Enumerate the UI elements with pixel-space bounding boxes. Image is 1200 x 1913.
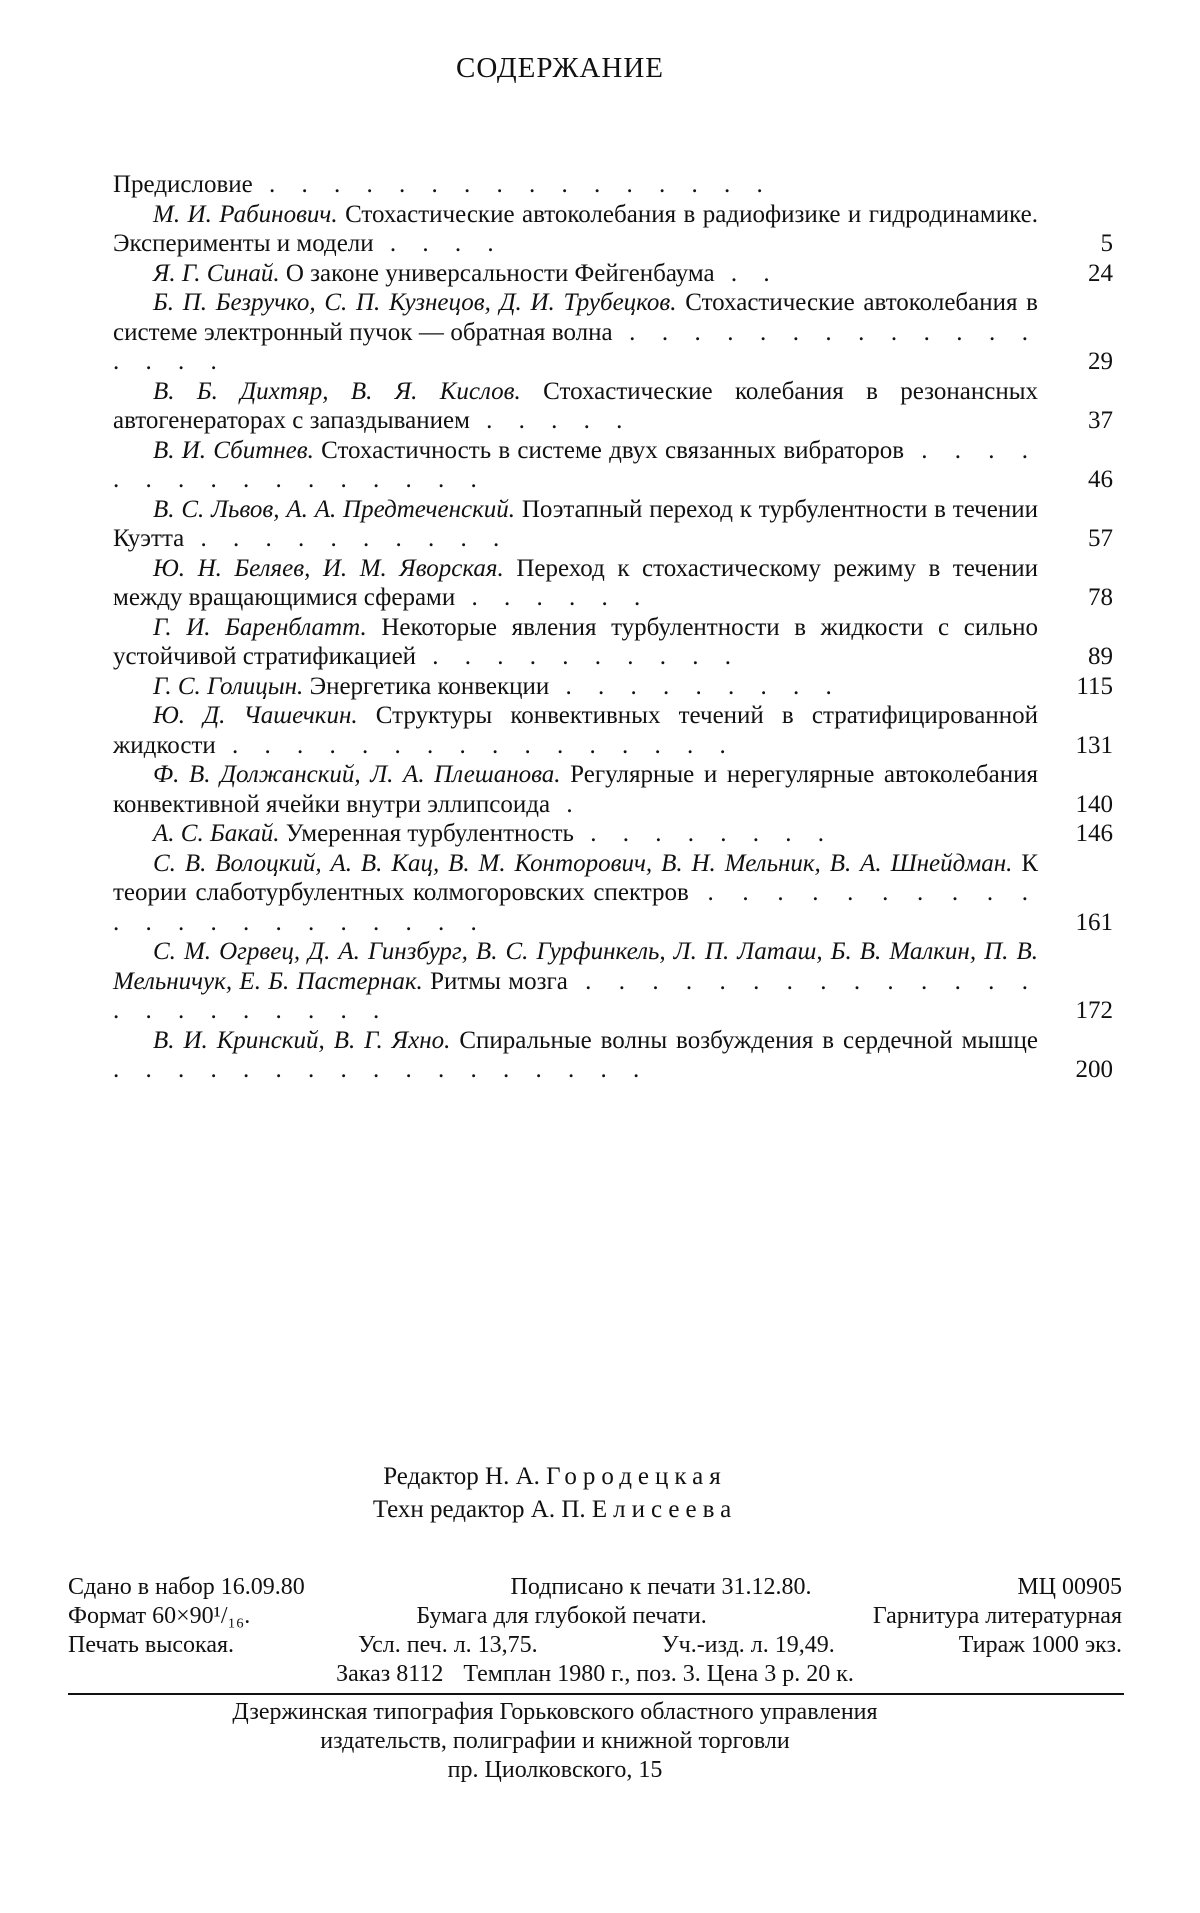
toc-entry-7 — [113, 554, 1113, 613]
toc-entry-11 — [113, 760, 1113, 819]
toc-page: 115 — [1076, 672, 1113, 700]
toc-title: Переход к стохастическому режиму в течении между вращающимися сферами — [113, 554, 1039, 611]
toc-leader: . . . . . . . . . . . . . . . . . — [113, 1056, 650, 1083]
printer-line-2: издательств, полиграфии и книжной торговли — [320, 1728, 790, 1754]
toc-entry-1 — [113, 200, 1113, 259]
editor-label: Редактор Н. А. — [383, 1463, 540, 1490]
imprint-cell: Бумага для глубокой печати. — [416, 1603, 707, 1629]
imprint-cell: Гарнитура литературная — [872, 1603, 1122, 1629]
toc-title: Поэтапный переход к турбулентности в течении Куэтта — [113, 495, 1038, 552]
toc-page: 146 — [1075, 820, 1113, 847]
toc-author: Б. П. Безручко, С. П. Кузнецов, Д. И. Трубецков. — [153, 289, 677, 316]
toc-title: Предисловие — [113, 171, 253, 198]
toc-page: 78 — [1088, 584, 1113, 611]
toc-author: С. В. Волоцкий, А. В. Кац, В. М. Конторович, В. Н. Мельник, В. А. Шнейдман. — [153, 849, 1013, 877]
toc-entry-8 — [113, 613, 1113, 672]
toc-page: 37 — [1088, 407, 1113, 434]
credits — [0, 1460, 1110, 1526]
toc-leader: . . . . . . . . . . — [184, 525, 510, 552]
editor-line — [0, 1460, 1110, 1493]
imprint-line-1 — [68, 1573, 1122, 1602]
toc-author: А. С. Бакай. — [153, 820, 280, 847]
toc-title: Спиральные волны возбуждения в сердечной мышце — [459, 1026, 1039, 1054]
toc-author: Г. И. Баренблатт. — [153, 613, 367, 641]
toc-author: В. И. Кринский, В. Г. Яхно. — [153, 1026, 451, 1054]
toc-leader: . . . . . — [469, 407, 633, 434]
imprint-line-3 — [68, 1631, 1122, 1660]
imprint-cell: Темплан 1980 г., поз. 3. Цена 3 р. 20 к. — [463, 1661, 854, 1687]
toc-title: Стохастичность в системе двух связанных вибраторов — [321, 436, 905, 464]
toc-author: В. Б. Дихтяр, В. Я. Кислов. — [153, 377, 521, 405]
toc-author: Ф. В. Должанский, Л. А. Плешанова. — [153, 761, 561, 788]
toc-entry-13 — [113, 849, 1113, 938]
toc-leader: . . . . . . — [455, 584, 651, 611]
toc-leader: . . . . . . . . . . — [416, 643, 742, 670]
imprint-cell: Заказ 8112 — [336, 1661, 444, 1687]
toc-page: 46 — [1088, 466, 1113, 493]
toc-leader: . . . . . . . . — [573, 820, 834, 847]
toc-page: 29 — [1088, 348, 1113, 375]
toc-leader: . . . . — [373, 230, 504, 257]
toc-entry-6 — [113, 495, 1113, 554]
toc-page: 172 — [1075, 997, 1113, 1024]
toc-entry-4 — [113, 377, 1113, 436]
imprint-cell: Подписано к печати 31.12.80. — [510, 1574, 812, 1600]
tech-editor-name: Елисеева — [591, 1496, 738, 1523]
toc-entry-0 — [113, 170, 1113, 200]
toc-entry-15 — [113, 1026, 1113, 1085]
toc-page: 131 — [1075, 731, 1113, 759]
toc-author: В. И. Сбитнев. — [153, 436, 314, 464]
toc-leader: . . . . . . . . . — [549, 672, 842, 700]
toc-author: Г. С. Голицын. — [153, 672, 304, 700]
tech-editor-line — [0, 1493, 1110, 1526]
toc-title: Стохастические автоколебания в системе электронный пучок — обратная волна — [113, 289, 1038, 346]
imprint-cell: Формат 60×90¹/₁₆. — [68, 1603, 251, 1629]
toc-title: К теории слаботурбулентных колмогоровских спектров — [113, 849, 1039, 906]
editor-name: Городецкая — [546, 1463, 727, 1490]
toc-leader: . . . . . . . . . . . . . . . . . — [113, 318, 1039, 375]
imprint-cell: Тираж 1000 экз. — [958, 1632, 1122, 1658]
toc-leader: . . — [714, 259, 780, 287]
printer-line-3: пр. Циолковского, 15 — [447, 1757, 663, 1783]
toc-page: 89 — [1088, 643, 1113, 670]
toc-author: Я. Г. Синай. — [153, 259, 280, 287]
toc-title: Стохастические колебания в резонансных автогенераторах с запаздыванием — [113, 377, 1038, 434]
imprint-line-2 — [68, 1602, 1122, 1631]
toc-author: М. И. Рабинович. — [153, 200, 338, 228]
imprint — [68, 1573, 1122, 1689]
toc-title: Некоторые явления турбулентности в жидкости с сильно устойчивой стратификацией — [113, 613, 1039, 670]
printer-info — [0, 1698, 1110, 1785]
printer-line-1: Дзержинская типография Горьковского областного управления — [232, 1699, 878, 1725]
toc-leader: . . . . . . . . . . . . . . . . — [252, 171, 773, 198]
imprint-cell: МЦ 00905 — [1017, 1574, 1122, 1600]
toc-page: 200 — [1075, 1056, 1113, 1083]
page-title: СОДЕРЖАНИЕ — [456, 52, 664, 84]
toc-title: О законе универсальности Фейгенбаума — [285, 259, 715, 287]
imprint-cell: Уч.-изд. л. 19,49. — [661, 1632, 835, 1658]
table-of-contents — [113, 170, 1113, 1085]
toc-page: 57 — [1088, 525, 1113, 552]
toc-leader: . . . . . . . . . . . . . . . . . . . . . . . — [113, 967, 1039, 1024]
divider — [68, 1693, 1124, 1695]
toc-author: В. С. Львов, А. А. Предтеченский. — [153, 495, 516, 523]
toc-leader: . . . . . . . . . . . . . . . . — [113, 436, 1038, 493]
toc-entry-14 — [113, 937, 1113, 1026]
toc-author: Ю. Д. Чашечкин. — [153, 702, 358, 729]
toc-page: 5 — [1100, 230, 1113, 257]
toc-entry-3 — [113, 288, 1113, 377]
toc-entry-9 — [113, 672, 1113, 702]
toc-author: С. М. Огрвец, Д. А. Гинзбург, В. С. Гурфинкель, Л. П. Латаш, Б. В. Малкин, П. В. Мельничук, Е. Б. Пастернак. — [113, 938, 1038, 995]
toc-entry-12 — [113, 819, 1113, 849]
toc-title: Умеренная турбулентность — [285, 820, 574, 847]
imprint-cell: Печать высокая. — [68, 1632, 235, 1658]
toc-title: Регулярные и нерегулярные автоколебания конвективной ячейки внутри эллипсоида — [113, 761, 1038, 818]
toc-page: 140 — [1075, 790, 1113, 818]
toc-page: 24 — [1088, 259, 1113, 287]
toc-page: 161 — [1075, 908, 1113, 936]
toc-title: Структуры конвективных течений в стратифицированной жидкости — [113, 702, 1038, 759]
imprint-line-4 — [68, 1660, 1122, 1689]
toc-leader: . . . . . . . . . . . . . . . . — [215, 731, 736, 759]
toc-title: Стохастические автоколебания в радиофизике и гидродинамике. Эксперименты и модели — [113, 200, 1038, 257]
toc-title: Ритмы мозга — [430, 967, 568, 995]
toc-entry-5 — [113, 436, 1113, 495]
toc-leader: . — [550, 790, 583, 818]
toc-entry-2 — [113, 259, 1113, 289]
toc-title: Энергетика конвекции — [309, 672, 550, 700]
toc-author: Ю. Н. Беляев, И. М. Яворская. — [153, 554, 504, 582]
toc-leader: . . . . . . . . . . . . . . . . . . . . . . — [113, 879, 1038, 936]
toc-entry-10 — [113, 701, 1113, 760]
imprint-cell: Усл. печ. л. 13,75. — [357, 1632, 538, 1658]
imprint-cell: Сдано в набор 16.09.80 — [68, 1574, 305, 1600]
tech-editor-label: Техн редактор А. П. — [372, 1496, 586, 1523]
